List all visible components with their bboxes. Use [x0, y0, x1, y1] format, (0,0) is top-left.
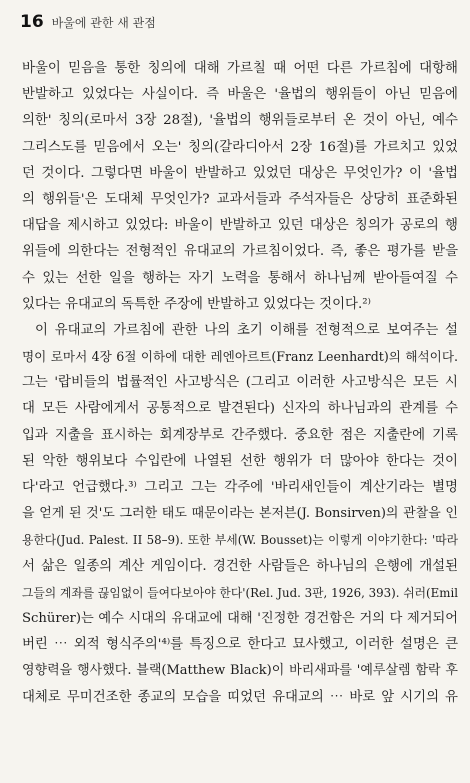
text-line: 그는 '랍비들의 법률적인 사고방식은 (그리고 이러한 사고방식은 모든 시 [22, 375, 458, 391]
text-line: 을 얻게 된 것'도 그러한 태도 때문이라는 본저븐(J. Bonsirven)의 관찰을 인 [22, 506, 458, 522]
text-line: 있다는 유대교의 독특한 주장에 반발하고 있었다는 것이다.²⁾ [22, 296, 371, 312]
text-line: 명이 로마서 4장 6절 이하에 대한 레엔아르트(Franz Leenhardt)의 해석이다. [22, 349, 458, 365]
text-line: 대답을 제시하고 있었다: 바울이 반발하고 있던 대상은 칭의가 공로의 행 [22, 218, 458, 234]
text-line: 던 것이다. 그렇다면 바울이 반발하고 있었던 대상은 무엇인가? 이 '율법 [22, 165, 458, 181]
text-line: 영향력을 행사했다. 블랙(Matthew Black)이 바리새파를 '예루살렘 함락 후 [22, 663, 458, 679]
text-line: 용한다(Jud. Palest. II 58–9). 또한 부세(W. Bousset)는 이렇게 이야기한다: '따라 [22, 533, 458, 548]
page-number: 16 [20, 12, 44, 32]
text-line: 버린 ⋯ 외적 형식주의'⁴⁾를 특징으로 한다고 묘사했고, 이러한 설명은 큰 [22, 637, 458, 653]
text-line: 바울이 믿음을 통한 칭의에 대해 가르칠 때 어떤 다른 가르침에 대항해 [22, 61, 458, 76]
text-line: 이 유대교의 가르침에 관한 나의 초기 이해를 전형적으로 보여주는 설 [35, 322, 458, 338]
text-line: 위들에 의한다는 전형적인 유대교의 가르침이었다. 즉, 좋은 평가를 받을 [22, 244, 458, 260]
text-line: 다'라고 언급했다.³⁾ 그리고 그는 각주에 '바리새인들이 계산기라는 별명 [22, 480, 458, 495]
text-line: 반발하고 있었다는 사실이다. 즉 바울은 '율법의 행위들이 아닌 믿음에 [22, 87, 458, 103]
text-line: 의 행위들'은 도대체 무엇인가? 교과서들과 주석자들은 상당히 표준화된 [22, 191, 458, 207]
text-line: 서 삶은 일종의 계산 게임이다. 경건한 사람들은 하나님의 은행에 개설된 [22, 558, 458, 574]
text-line: 그리스도를 믿음에서 오는' 칭의(갈라디아서 2장 16절)를 가르치고 있었 [22, 139, 458, 155]
text-line: 입과 지출을 표시하는 회계장부로 간주했다. 중요한 점은 지출란에 기록 [22, 427, 458, 443]
text-line: 된 악한 행위보다 수입란에 나열된 선한 행위가 더 많아야 한다는 것이 [22, 453, 458, 469]
body-text [22, 56, 458, 711]
running-title: 바울에 관한 새 관점 [51, 16, 156, 30]
text-line: Schürer)는 예수 시대의 유대교에 대해 '진정한 경건함은 거의 다 제거되어 [22, 610, 458, 626]
text-line: 대체로 무미건조한 종교의 모습을 띠었던 유대교의 ⋯ 바로 앞 시기의 유 [22, 689, 458, 705]
running-header [20, 12, 156, 32]
text-line: 의한' 칭의(로마서 3장 28절), '율법의 행위들로부터 온 것이 아닌, 예수 [22, 113, 458, 129]
text-line: 대 모든 사람에게서 공통적으로 발견된다) 신자의 하나님과의 관계를 수 [22, 401, 458, 417]
text-line: 수 있는 선한 일을 행하는 자기 노력을 통해서 하나님께 받아들여질 수 [22, 270, 458, 286]
text-line: 그들의 계좌를 끊임없이 들여다보아야 한다'(Rel. Jud. 3판, 1926, 393). 쉬러(Emil [22, 585, 458, 600]
